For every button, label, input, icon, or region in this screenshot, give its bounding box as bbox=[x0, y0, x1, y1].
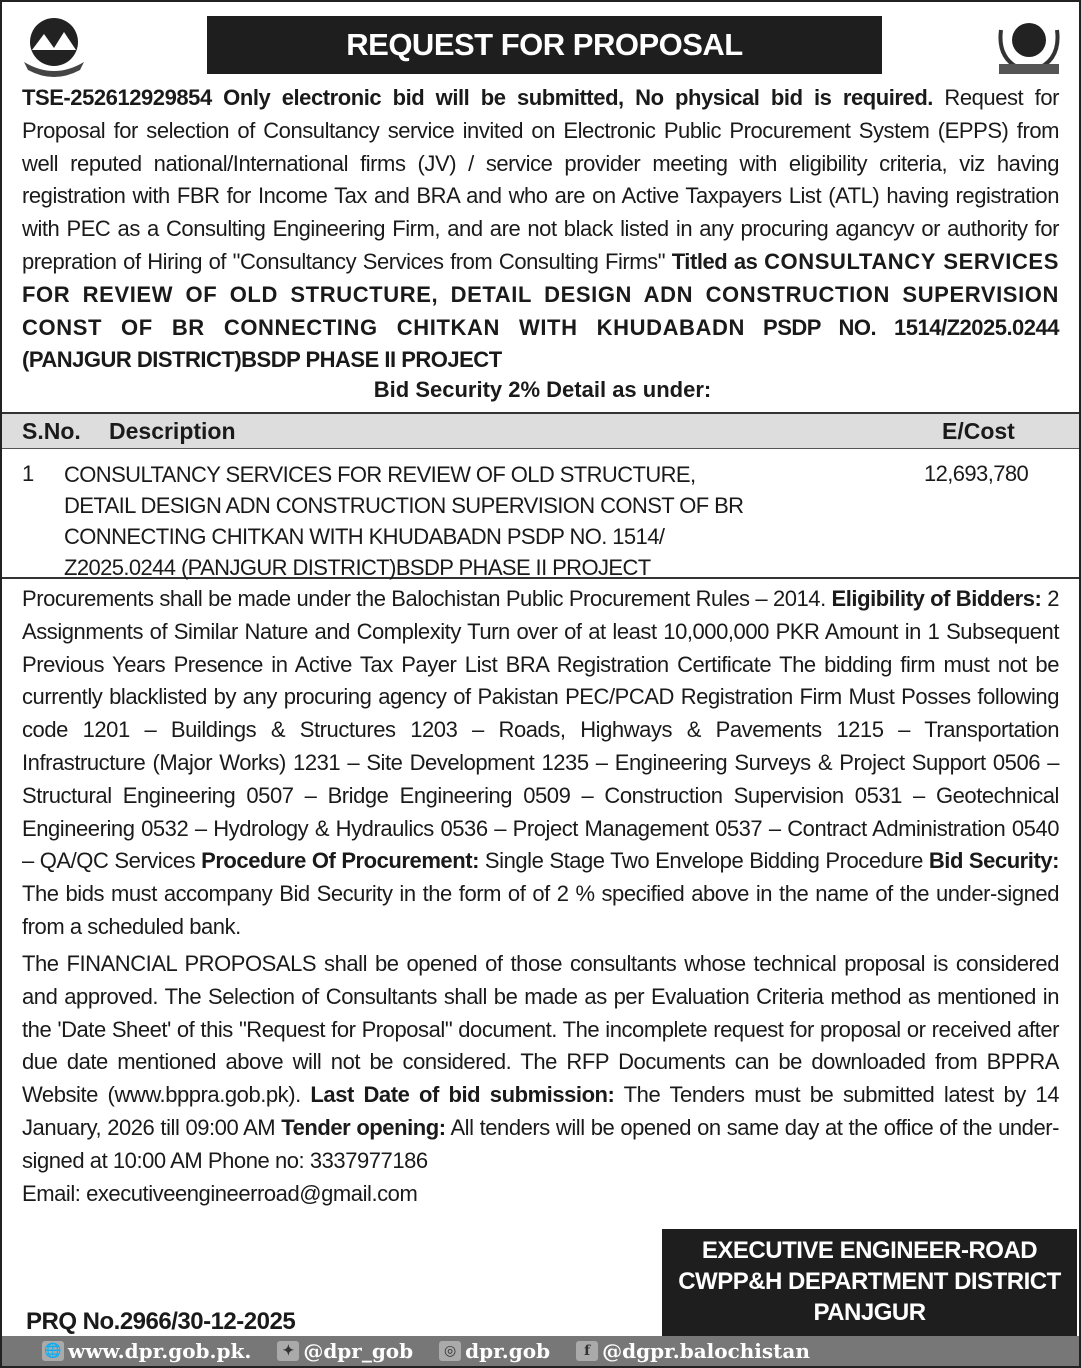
procedure-label: Procedure Of Procurement: bbox=[201, 848, 479, 874]
procedure-text: Single Stage Two Envelope Bidding Procedure bbox=[478, 848, 929, 874]
financial-text: The FINANCIAL PROPOSALS shall be opened of those consultants whose technical proposal is considered and approved. The Selection of Consultants shall be made as per Evaluation Criteria method as mentioned in the 'Date Sheet' of this "Request for Proposal" document. The incomplete request for proposal or received after due date mentioned above will not be considered. The RFP Documents can be downloaded from BPPRA Website (www.bppra.gob.pk). bbox=[22, 951, 1059, 1108]
bid-security-label: Bid Security: bbox=[928, 848, 1059, 874]
globe-icon: 🌐 bbox=[42, 1341, 64, 1361]
balochistan-emblem-icon bbox=[18, 10, 90, 78]
twitter-icon: ✦ bbox=[277, 1341, 299, 1361]
row-cost: 12,693,780 bbox=[924, 461, 1029, 486]
footer-bar bbox=[2, 1336, 1079, 1366]
signature-line: CWPP&H DEPARTMENT DISTRICT bbox=[678, 1268, 1061, 1295]
intro-paragraph bbox=[22, 82, 1059, 377]
details-table bbox=[2, 412, 1079, 579]
footer-instagram[interactable]: dpr.gob bbox=[465, 1339, 551, 1363]
footer-twitter[interactable]: @dpr_gob bbox=[303, 1339, 414, 1363]
table-row bbox=[2, 449, 1079, 580]
tender-opening-text: All tenders will be opened on same day at the office of the under-signed at 10:00 AM Phone no: 3337977186 bbox=[22, 1114, 1059, 1173]
project-psdp: PSDP NO. 1514/Z2025.0244 (PANJGUR DISTRICT)BSDP PHASE II PROJECT bbox=[22, 314, 1059, 373]
instagram-icon: ◎ bbox=[439, 1341, 461, 1361]
department-emblem-icon bbox=[993, 10, 1065, 78]
email-text: Email: executiveengineerroad@gmail.com bbox=[22, 1180, 418, 1206]
signature-line: EXECUTIVE ENGINEER-ROAD bbox=[701, 1237, 1038, 1264]
eligibility-text: 2 Assignments of Similar Nature and Complexity Turn over of at least 10,000,000 PKR Amount in 1 Subsequent Previous Years Presence in Active Tax Payer List BRA Registration Certificate The bidding firm must not be currently blacklisted by any procuring agency of Pakistan PEC/PCAD Registration Firm Must Posses following code 1201 – Buildings & Structures 1203 – Roads, Highways & Pavements 1215 – Transportation Infrastructure (Major Works) 1231 – Site Development 1235 – Engineering Surveys & Project Support 0506 – Structural Engineering 0507 – Bridge Engineering 0509 – Construction Supervision 0531 – Geotechnical Engineering 0532 – Hydrology & Hydraulics 0536 – Project Management 0537 – Contract Administration 0540 – QA/QC Services bbox=[22, 586, 1060, 874]
table-header bbox=[2, 414, 1079, 449]
page-title: REQUEST FOR PROPOSAL bbox=[207, 16, 882, 74]
header-cost: E/Cost bbox=[942, 418, 1015, 444]
last-date-label: Last Date of bid submission: bbox=[310, 1082, 615, 1108]
last-date-text: The Tenders must be submitted latest by 14 January, 2026 till 09:00 AM bbox=[22, 1082, 1059, 1140]
financial-paragraph bbox=[22, 948, 1059, 1210]
signature-block bbox=[662, 1229, 1077, 1337]
signature-line: PANJGUR bbox=[813, 1299, 926, 1326]
eligibility-label: Eligibility of Bidders: bbox=[831, 586, 1042, 611]
eligibility-paragraph bbox=[22, 583, 1059, 944]
footer-website[interactable]: www.dpr.gob.pk. bbox=[68, 1339, 252, 1363]
header-sno: S.No. bbox=[22, 418, 81, 444]
prq-number: PRQ No.2966/30-12-2025 bbox=[26, 1308, 296, 1335]
facebook-icon: f bbox=[576, 1341, 598, 1361]
row-sno: 1 bbox=[22, 461, 34, 486]
bid-security-text: The bids must accompany Bid Security in the form of of 2 % specified above in the name of the under-signed from a scheduled bank. bbox=[22, 881, 1059, 939]
bid-security-line: Bid Security 2% Detail as under: bbox=[373, 377, 712, 402]
titled-as: Titled as bbox=[665, 248, 758, 274]
tender-id: TSE-252612929854 Only electronic bid will be submitted, No physical bid is required. bbox=[22, 85, 933, 110]
row-description: CONSULTANCY SERVICES FOR REVIEW OF OLD STRUCTURE, DETAIL DESIGN ADN CONSTRUCTION SUPERVISION CONST OF BR CONNECTING CHITKAN WITH KHUDABADN PSDP NO. 1514/ Z2025.0244 (PANJGUR DISTRICT)BSDP PHASE II PROJECT bbox=[64, 462, 744, 580]
project-title: CONSULTANCY SERVICES FOR REVIEW OF OLD STRUCTURE, DETAIL DESIGN ADN CONSTRUCTION SUPERVISION CONST OF BR CONNECTING CHITKAN WITH KHUDABADN bbox=[22, 248, 1059, 340]
tender-opening-label: Tender opening: bbox=[281, 1114, 446, 1140]
rules-text: Procurements shall be made under the Balochistan Public Procurement Rules – 2014. bbox=[22, 586, 832, 611]
footer-facebook[interactable]: @dgpr.balochistan bbox=[602, 1339, 810, 1363]
header-description: Description bbox=[109, 418, 236, 444]
intro-text: Request for Proposal for selection of Consultancy service invited on Electronic Public Procurement System (EPPS) from well reputed national/International firms (JV) / service provider meeting with eligibility criteria, viz having registration with FBR for Income Tax and BRA and who are on Active Taxpayers List (ATL) having registration with PEC as a Consulting Engineering Firm, and are not black listed in any procuring agancyv or authority for prepration of Hiring of "Consultancy Services from Consulting Firms" bbox=[22, 85, 1059, 274]
